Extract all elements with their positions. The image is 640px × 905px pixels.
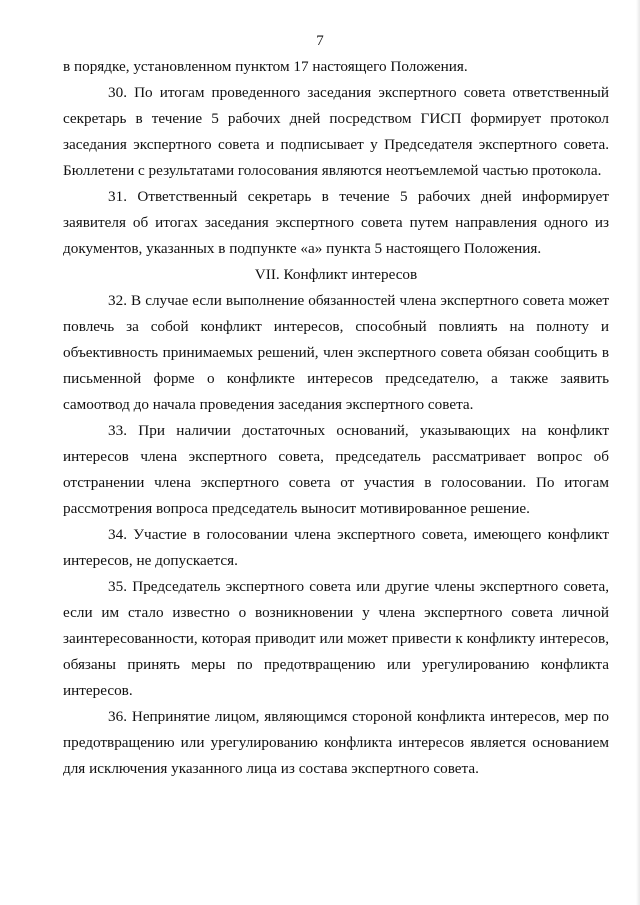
scan-edge (636, 0, 640, 905)
paragraph-30: 30. По итогам проведенного заседания экспертного совета ответственный секретарь в течение 5 рабочих дней посредством ГИСП формирует протокол заседания экспертного совета и подписывает у Председателя экспертного совета. Бюллетени с результатами голосования являются неотъемлемой частью протокола. (63, 84, 609, 179)
paragraph-36: 36. Непринятие лицом, являющимся стороной конфликта интересов, мер по предотвращению или урегулированию конфликта интересов является основанием для исключения указанного лица из состава экспертного совета. (63, 708, 609, 777)
paragraph-32: 32. В случае если выполнение обязанностей члена экспертного совета может повлечь за собой конфликт интересов, способный повлиять на полноту и объективность принимаемых решений, член экспертного совета обязан сообщить в письменной форме о конфликте интересов председателю, а также заявить самоотвод до начала проведения заседания экспертного совета. (63, 292, 609, 413)
paragraph-continuation: в порядке, установленном пунктом 17 настоящего Положения. (63, 58, 468, 75)
paragraph-33: 33. При наличии достаточных оснований, указывающих на конфликт интересов члена экспертного совета, председатель рассматривает вопрос об отстранении члена экспертного совета от участия в голосовании. По итогам рассмотрения вопроса председатель выносит мотивированное решение. (63, 422, 609, 517)
document-body (63, 54, 609, 782)
paragraph-31: 31. Ответственный секретарь в течение 5 рабочих дней информирует заявителя об итогах заседания экспертного совета путем направления одного из документов, указанных в подпункте «а» пункта 5 настоящего Положения. (63, 188, 609, 257)
section-heading: VII. Конфликт интересов (254, 266, 418, 283)
page-number: 7 (316, 33, 324, 49)
paragraph-35: 35. Председатель экспертного совета или другие члены экспертного совета, если им стало известно о возникновении у члена экспертного совета личной заинтересованности, которая приводит или может привести к конфликту интересов, обязаны принять меры по предотвращению или урегулированию конфликта интересов. (63, 578, 609, 699)
paragraph-34: 34. Участие в голосовании члена экспертного совета, имеющего конфликт интересов, не допускается. (63, 526, 609, 569)
